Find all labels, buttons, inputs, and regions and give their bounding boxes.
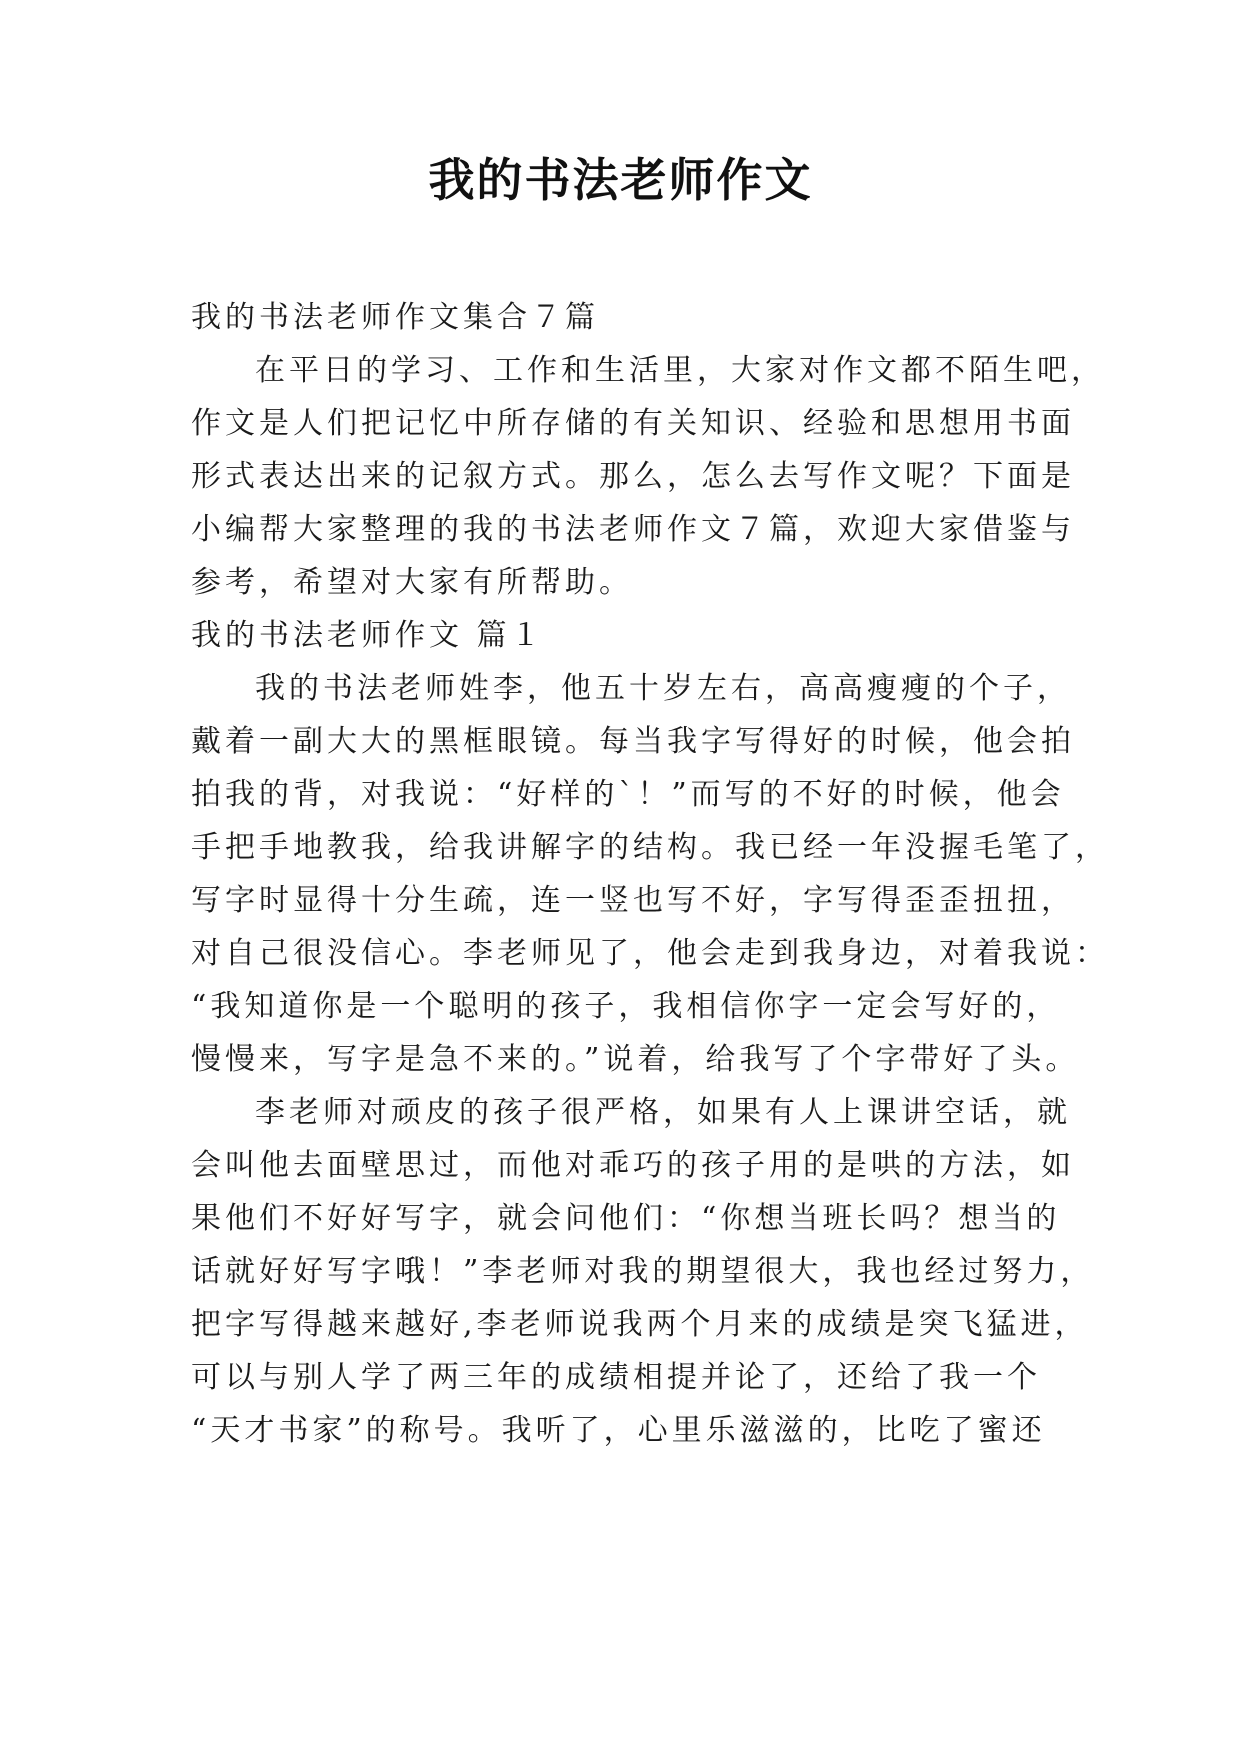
text-line: 戴着一副大大的黑框眼镜。每当我字写得好的时候，他会拍 [191, 724, 1075, 759]
text-line: 我的书法老师姓李，他五十岁左右，高高瘦瘦的个子， [255, 671, 1071, 706]
collection-subtitle: 我的书法老师作文集合７篇 [191, 300, 599, 335]
text-line: 在平日的学习、工作和生活里，大家对作文都不陌生吧， [255, 353, 1105, 388]
text-line: 可以与别人学了两三年的成绩相提并论了，还给了我一个 [191, 1360, 1041, 1395]
body-paragraph [191, 662, 1109, 1086]
text-line: “我知道你是一个聪明的孩子，我相信你字一定会写好的， [191, 989, 1061, 1024]
text-line: 手把手地教我，给我讲解字的结构。我已经一年没握毛笔了， [191, 830, 1109, 865]
text-line: 果他们不好好写字，就会问他们：“你想当班长吗？想当的 [191, 1201, 1061, 1236]
text-line: 李老师对顽皮的孩子很严格，如果有人上课讲空话，就 [255, 1095, 1071, 1130]
document-body [191, 291, 1109, 1457]
text-line: 对自己很没信心。李老师见了，他会走到我身边，对着我说： [191, 936, 1109, 971]
text-line: 参考，希望对大家有所帮助。 [191, 565, 633, 600]
body-paragraph [191, 1086, 1095, 1457]
text-line: 形式表达出来的记叙方式。那么，怎么去写作文呢？下面是 [191, 459, 1075, 494]
text-line: 作文是人们把记忆中所存储的有关知识、经验和思想用书面 [191, 406, 1075, 441]
text-line: 小编帮大家整理的我的书法老师作文７篇，欢迎大家借鉴与 [191, 512, 1075, 547]
section-heading: 我的书法老师作文 篇１ [191, 618, 545, 653]
text-line: 拍我的背，对我说：“好样的`！”而写的不好的时候，他会 [191, 777, 1065, 812]
text-line: 会叫他去面壁思过，而他对乖巧的孩子用的是哄的方法，如 [191, 1148, 1075, 1183]
text-line: 写字时显得十分生疏，连一竖也写不好，字写得歪歪扭扭， [191, 883, 1075, 918]
intro-paragraph [191, 344, 1105, 609]
text-line: 把字写得越来越好,李老师说我两个月来的成绩是突飞猛进， [191, 1307, 1089, 1342]
document-title: 我的书法老师作文 [428, 153, 813, 207]
text-line: “天才书家”的称号。我听了，心里乐滋滋的，比吃了蜜还 [191, 1413, 1046, 1448]
text-line: 慢慢来，写字是急不来的。”说着，给我写了个字带好了头。 [191, 1042, 1080, 1077]
text-line: 话就好好写字哦！”李老师对我的期望很大，我也经过努力， [191, 1254, 1095, 1289]
